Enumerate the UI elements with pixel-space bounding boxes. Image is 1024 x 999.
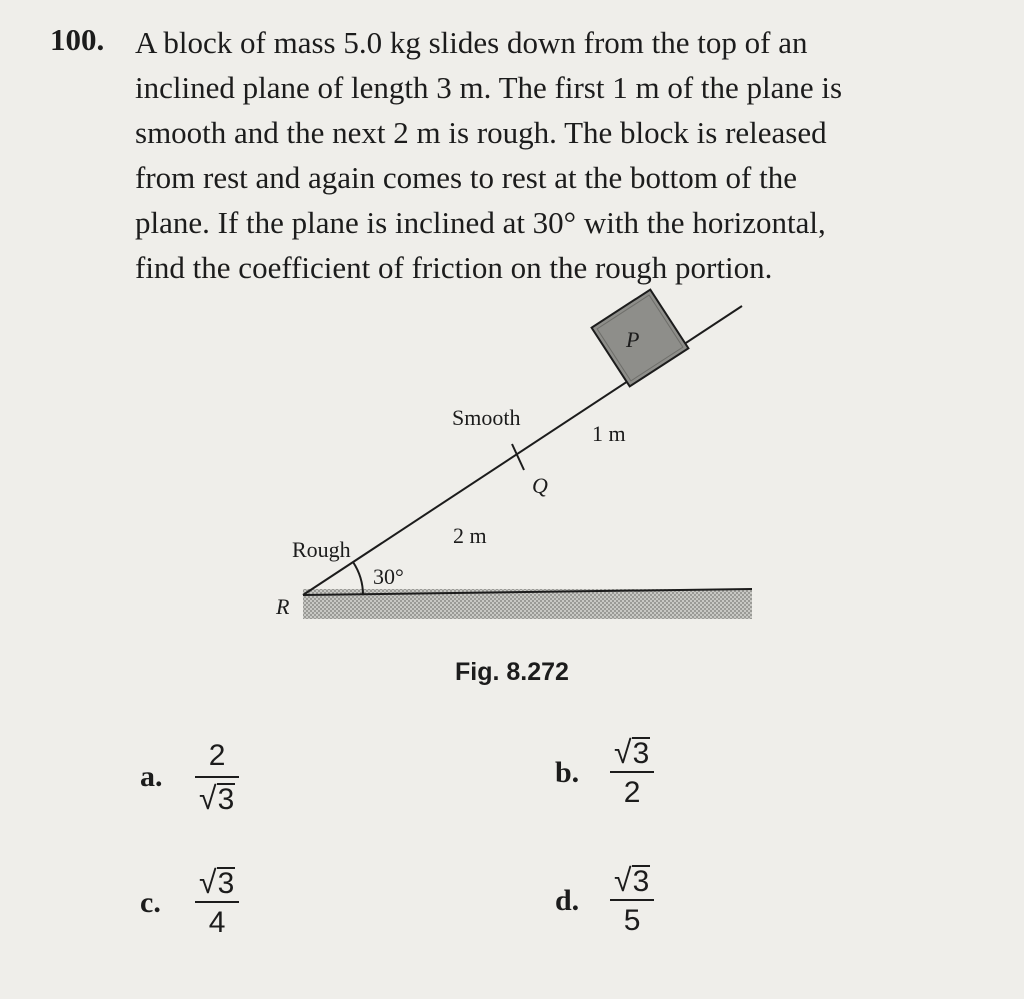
radical-icon: √	[199, 780, 217, 816]
question-line: find the coefficient of friction on the rough portion.	[135, 250, 773, 285]
option-fraction	[610, 734, 654, 811]
fraction-denominator: 5	[623, 904, 641, 937]
fraction-denominator	[195, 780, 239, 815]
fraction-bar	[610, 771, 654, 773]
fraction-numerator: 2	[208, 739, 226, 772]
label-2m: 2 m	[453, 523, 487, 548]
question-line: from rest and again comes to rest at the bottom of the	[135, 160, 798, 195]
question-line: plane. If the plane is inclined at 30° with the horizontal,	[135, 205, 826, 240]
question-number: 100.	[50, 22, 105, 57]
radicand: 3	[217, 783, 235, 816]
label-point-q: Q	[532, 473, 548, 498]
fraction-numerator	[610, 734, 654, 769]
option-fraction	[610, 862, 654, 939]
radical-icon: √	[614, 734, 632, 770]
radicand: 3	[632, 865, 650, 898]
option-letter: b.	[555, 755, 580, 789]
option-fraction	[195, 738, 239, 815]
option-d	[555, 862, 654, 939]
option-letter: a.	[140, 759, 163, 793]
label-rough: Rough	[292, 537, 351, 562]
fraction-bar	[195, 776, 239, 778]
question-line: inclined plane of length 3 m. The first 1 m of the plane is	[135, 70, 843, 105]
radicand: 3	[217, 867, 235, 900]
fraction-bar	[195, 901, 239, 903]
radical-icon: √	[614, 862, 632, 898]
label-1m: 1 m	[592, 421, 626, 446]
fraction-denominator: 4	[208, 906, 226, 939]
radicand: 3	[632, 737, 650, 770]
figure-caption: Fig. 8.272	[455, 658, 569, 686]
label-smooth: Smooth	[452, 405, 521, 430]
fraction-bar	[610, 899, 654, 901]
fraction-denominator: 2	[623, 776, 641, 809]
fraction-numerator	[610, 862, 654, 897]
option-b	[555, 734, 654, 811]
label-angle: 30°	[373, 564, 404, 589]
option-a	[140, 738, 239, 815]
option-fraction	[195, 864, 239, 941]
label-block-p: P	[626, 327, 640, 352]
fraction-numerator	[195, 864, 239, 899]
question-line: A block of mass 5.0 kg slides down from the top of an	[135, 25, 808, 60]
label-point-r: R	[276, 594, 290, 619]
block-p	[592, 290, 689, 387]
option-c	[140, 864, 239, 941]
option-letter: c.	[140, 885, 161, 919]
question-line: smooth and the next 2 m is rough. The block is released	[135, 115, 827, 150]
option-letter: d.	[555, 883, 580, 917]
radical-icon: √	[199, 864, 217, 900]
